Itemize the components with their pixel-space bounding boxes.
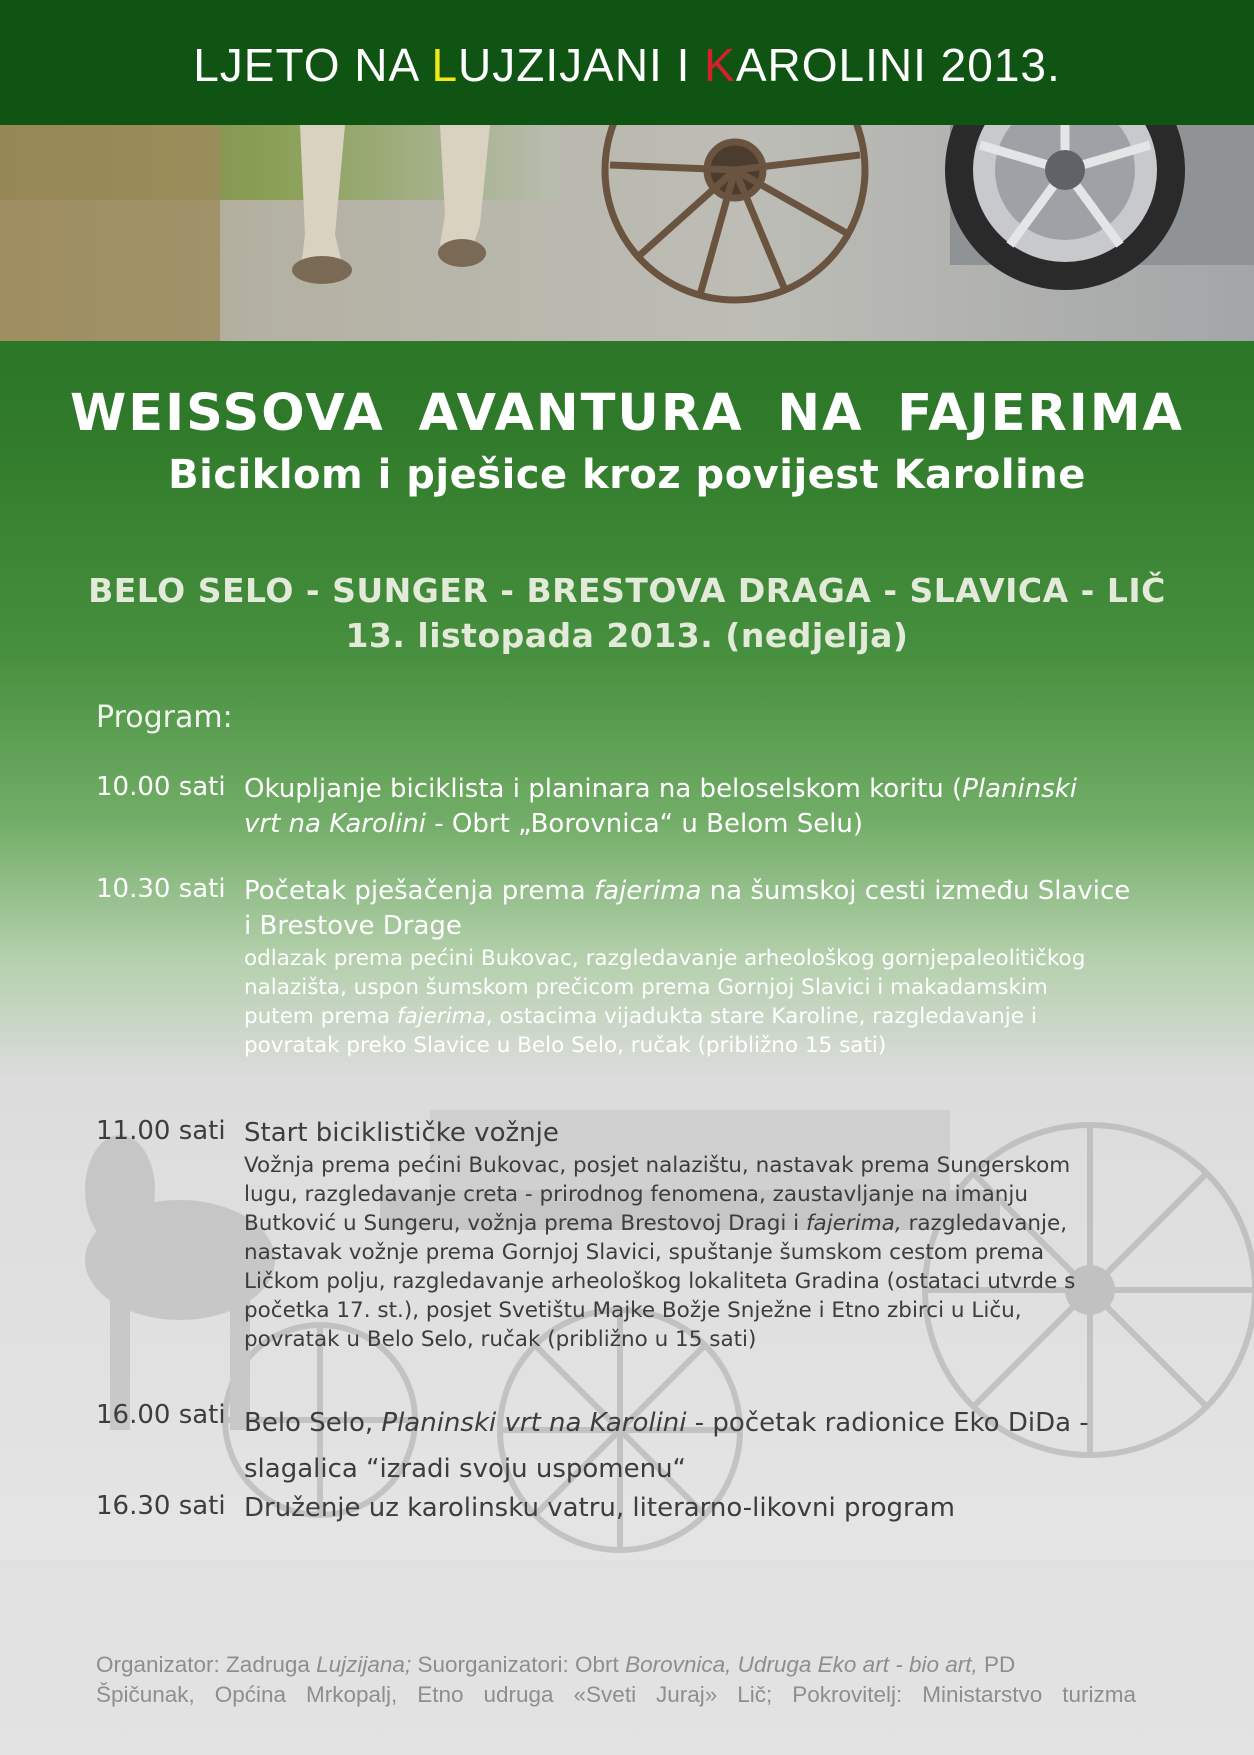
entry-main-text: Početak pješačenja prema fajerima na šumskoj cesti između Slavice: [244, 876, 1131, 906]
entry-time: 16.30 sati: [96, 1491, 226, 1521]
event-date: 13. listopada 2013. (nedjelja): [345, 616, 909, 655]
entry-detail: lugu, razgledavanje creta - prirodnog fenomena, zaustavljanje na imanju: [244, 1182, 1028, 1207]
entry-body: [244, 874, 1244, 1060]
entry-detail: Ličkom polju, razgledavanje arheološkog lokaliteta Gradina (ostataci utvrde s: [244, 1269, 1076, 1294]
entry-detail: Vožnja prema pećini Bukovac, posjet nalazištu, nastavak prema Sungerskom: [244, 1153, 1071, 1178]
program-heading: Program:: [96, 700, 233, 735]
organizers-footer: [96, 1650, 1136, 1710]
entry-main-text: Druženje uz karolinsku vatru, literarno-likovni program: [244, 1493, 955, 1523]
entry-main-text: Start biciklističke vožnje: [244, 1118, 559, 1148]
entry-body: [244, 1491, 1244, 1526]
header-title: LJETO NA LUJZIJANI I KAROLINI 2013.: [193, 39, 1061, 91]
entry-main-text: slagalica “izradi svoju uspomenu“: [244, 1454, 687, 1484]
event-subtitle: Biciklom i pješice kroz povijest Karoline: [168, 452, 1086, 498]
banner-photo-strip: [0, 125, 1254, 341]
entry-main-text: vrt na Karolini - Obrt „Borovnica“ u Belom Selu): [244, 809, 864, 839]
background-carriage-illustration: [0, 960, 1254, 1755]
entry-main-text: i Brestove Drage: [244, 911, 462, 941]
event-title: WEISSOVA AVANTURA NA FAJERIMA: [70, 384, 1184, 443]
event-route: BELO SELO - SUNGER - BRESTOVA DRAGA - SLAVICA - LIČ: [88, 571, 1166, 610]
entry-detail: povratak preko Slavice u Belo Selo, ručak (približno 15 sati): [244, 1033, 887, 1058]
entry-time: 16.00 sati: [96, 1400, 226, 1430]
entry-body: [244, 1400, 1244, 1492]
entry-detail: nalazišta, uspon šumskom prečicom prema Gornjoj Slavici i makadamskim: [244, 975, 1048, 1000]
entry-detail: povratak u Belo Selo, ručak (približno u 15 sati): [244, 1327, 757, 1352]
entry-detail: početka 17. st.), posjet Svetištu Majke Božje Snježne i Etno zbirci u Liču,: [244, 1298, 1022, 1323]
entry-main-text: Belo Selo, Planinski vrt na Karolini - početak radionice Eko DiDa -: [244, 1408, 1089, 1438]
entry-time: 11.00 sati: [96, 1116, 226, 1146]
entry-main-text: Okupljanje biciklista i planinara na beloselskom koritu (Planinski: [244, 774, 1078, 804]
entry-body: [244, 772, 1244, 842]
entry-detail: putem prema fajerima, ostacima vijadukta stare Karoline, razgledavanje i: [244, 1004, 1037, 1029]
entry-body: [244, 1116, 1244, 1354]
footer-line: Špičunak, Općina Mrkopalj, Etno udruga «Sveti Juraj» Lič; Pokrovitelj: Ministarstvo turizma: [96, 1682, 1136, 1707]
entry-detail: odlazak prema pećini Bukovac, razgledavanje arheološkog gornjepaleolitičkog: [244, 946, 1086, 971]
entry-time: 10.30 sati: [96, 874, 226, 904]
entry-time: 10.00 sati: [96, 772, 226, 802]
banner-illustration: [0, 125, 1254, 341]
entry-detail: Butković u Sungeru, vožnja prema Brestovoj Dragi i fajerima, razgledavanje,: [244, 1211, 1068, 1236]
footer-line: Organizator: Zadruga Lujzijana; Suorganizatori: Obrt Borovnica, Udruga Eko art - bio art, PD: [96, 1652, 1016, 1677]
entry-detail: nastavak vožnje prema Gornjoj Slavici, spuštanje šumskom cestom prema: [244, 1240, 1045, 1265]
